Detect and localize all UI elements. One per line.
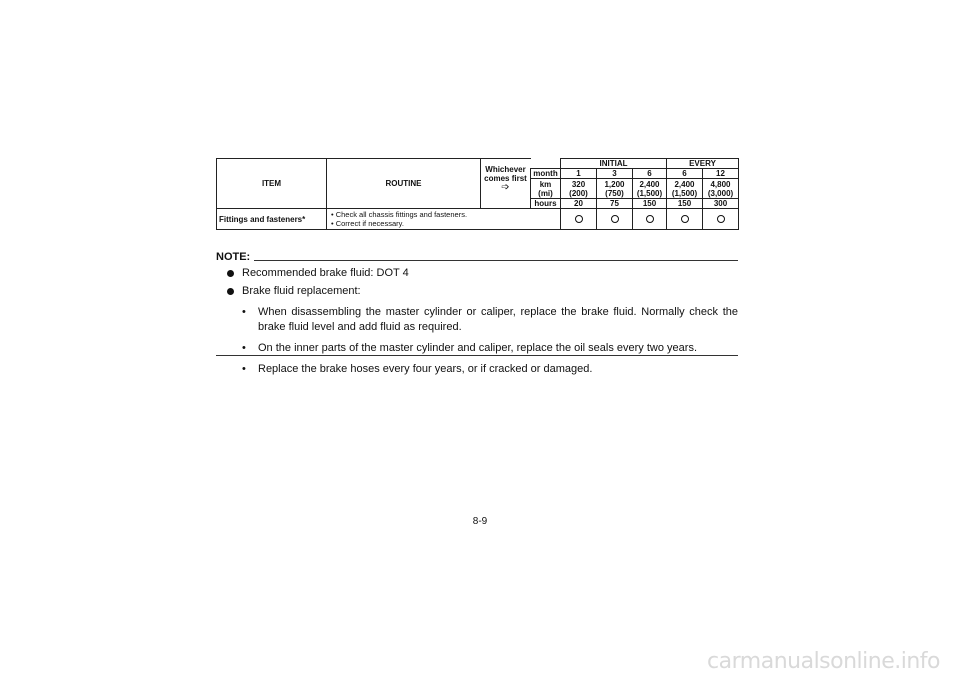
hours-value: 150 [667, 199, 703, 209]
blank-cell [531, 159, 561, 169]
circle-icon [717, 215, 725, 223]
routine-line: • Correct if necessary. [331, 219, 404, 228]
check-mark [667, 209, 703, 230]
item-header: ITEM [217, 159, 327, 209]
note-label: NOTE: [216, 251, 251, 263]
list-item [216, 284, 738, 299]
km-value-mi: (1,500) [636, 188, 663, 198]
check-mark [561, 209, 597, 230]
hours-value: 150 [633, 199, 667, 209]
hours-value: 75 [597, 199, 633, 209]
km-value-mi: (3,000) [707, 188, 734, 198]
km-value [667, 179, 703, 199]
list-item [216, 266, 738, 281]
initial-header: INITIAL [561, 159, 667, 169]
bullet-icon [227, 288, 234, 295]
unit-month: month [531, 169, 561, 179]
routine-text [327, 209, 561, 230]
circle-icon [611, 215, 619, 223]
whichever-cell [481, 159, 531, 199]
unit-km [531, 179, 561, 199]
whichever-line1: Whichever [485, 164, 526, 174]
km-value-main: 2,400 [639, 179, 660, 189]
table-row [217, 209, 739, 230]
hours-value: 20 [561, 199, 597, 209]
circle-icon [646, 215, 654, 223]
month-value: 3 [597, 169, 633, 179]
km-value [597, 179, 633, 199]
km-value [703, 179, 739, 199]
every-header: EVERY [667, 159, 739, 169]
unit-hours: hours [531, 199, 561, 209]
km-value-main: 2,400 [674, 179, 695, 189]
sub-list-item-text: Replace the brake hoses every four years, or if cracked or damaged. [258, 363, 593, 375]
whichever-line2: comes first [484, 173, 527, 183]
km-value-main: 1,200 [604, 179, 625, 189]
blank-cell [481, 199, 531, 209]
km-value-main: 4,800 [710, 179, 731, 189]
sub-list-item [216, 305, 738, 335]
sub-list-item [216, 362, 738, 377]
routine-line: • Check all chassis fittings and fasteners. [331, 210, 468, 219]
km-value-main: 320 [571, 179, 586, 189]
note-divider [254, 260, 738, 261]
unit-km-line1: km [539, 179, 552, 189]
km-value [561, 179, 597, 199]
month-value: 6 [633, 169, 667, 179]
page-number: 8-9 [472, 516, 488, 527]
km-value-mi: (750) [605, 188, 624, 198]
km-value-mi: (200) [569, 188, 588, 198]
note-bottom-divider [216, 355, 738, 356]
item-name: Fittings and fasteners* [217, 209, 327, 230]
watermark: carmanualsonline.info [707, 649, 940, 674]
bullet-icon [227, 270, 234, 277]
check-mark [597, 209, 633, 230]
hours-value: 300 [703, 199, 739, 209]
note-header [216, 249, 738, 263]
month-value: 6 [667, 169, 703, 179]
right-arrow-icon: ➩ [501, 181, 510, 193]
km-value-mi: (1,500) [671, 188, 698, 198]
sub-list-item-text: When disassembling the master cylinder or caliper, replace the brake fluid. Normally check the brake fluid level and add fluid as required. [258, 306, 738, 333]
sub-bullet: • [242, 342, 246, 354]
list-item-text: Brake fluid replacement: [242, 285, 361, 297]
check-mark [633, 209, 667, 230]
circle-icon [575, 215, 583, 223]
list-item-text: Recommended brake fluid: DOT 4 [242, 267, 409, 279]
check-mark [703, 209, 739, 230]
sub-list-item [216, 341, 738, 356]
sub-bullet: • [242, 306, 246, 318]
circle-icon [681, 215, 689, 223]
sub-bullet: • [242, 363, 246, 375]
note-list [216, 266, 738, 377]
maintenance-table [216, 158, 739, 230]
sub-list-item-text: On the inner parts of the master cylinder and caliper, replace the oil seals every two years. [258, 342, 697, 354]
routine-header: ROUTINE [327, 159, 481, 209]
unit-km-line2: (mi) [538, 188, 553, 198]
month-value: 1 [561, 169, 597, 179]
month-value: 12 [703, 169, 739, 179]
note-block [216, 249, 738, 377]
km-value [633, 179, 667, 199]
